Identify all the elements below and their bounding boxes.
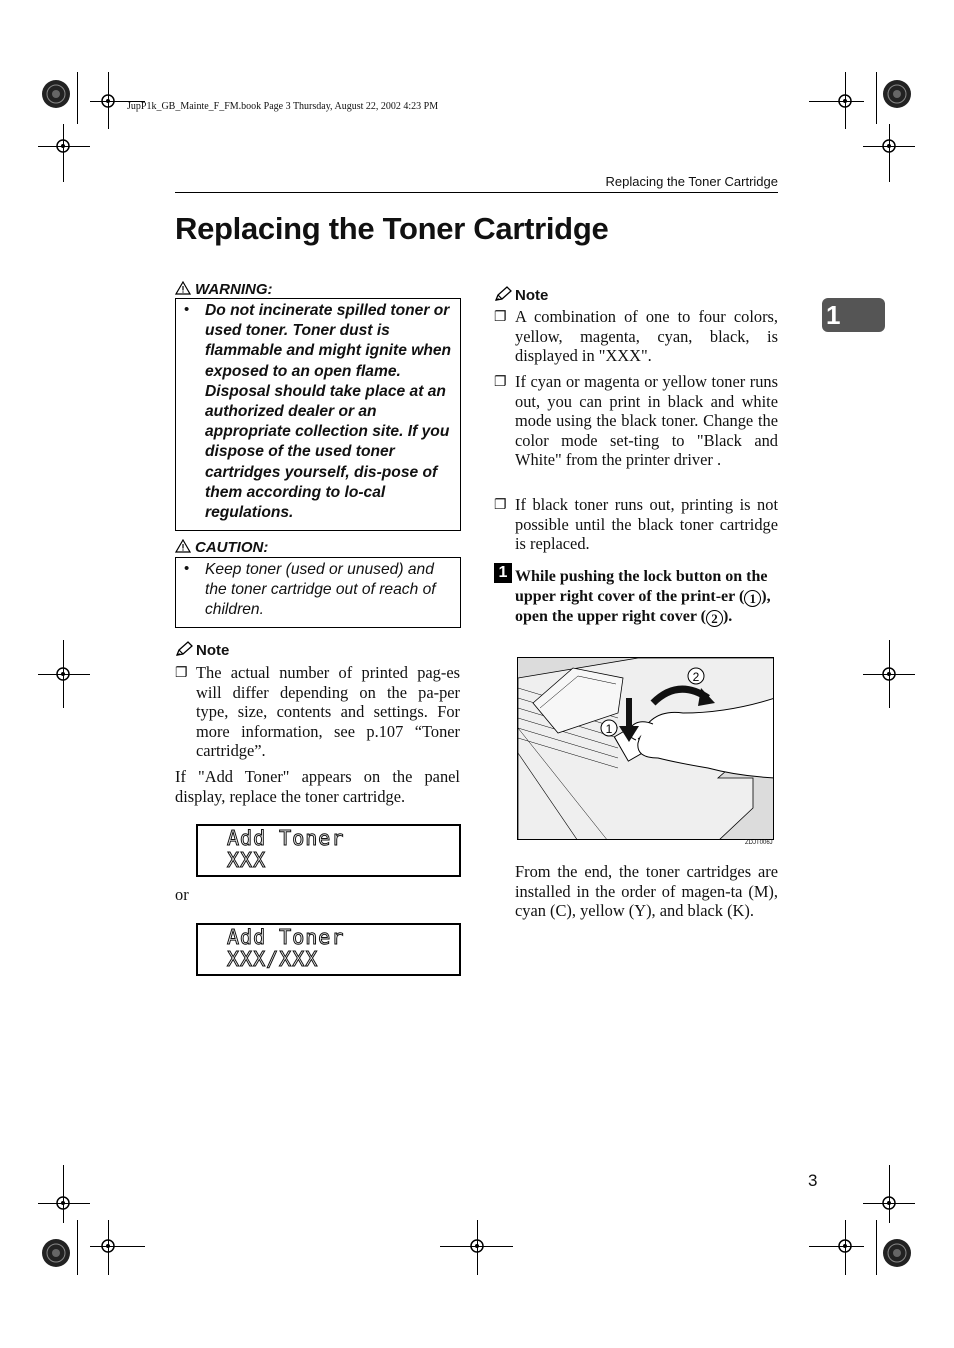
warning-box [175,298,461,531]
bullet-icon: • [184,560,190,577]
checkbox-bullet-icon: ❐ [494,310,507,325]
printer-figure [517,657,774,840]
left-note-label: Note [196,642,230,659]
printer-cover-illustration [518,658,774,840]
page-title: Replacing the Toner Cartridge [175,211,609,246]
registration-target-icon [40,75,80,115]
registration-crosshair-icon [835,91,855,111]
warning-triangle-icon [175,539,191,553]
or-text: or [175,885,189,904]
warning-label: WARNING: [195,281,273,298]
lcd-line-2: XXX/XXX [227,947,319,971]
registration-crosshair-icon [835,1236,855,1256]
registration-crosshair-icon [54,665,74,685]
lcd-line-1: Add Toner [227,925,345,949]
header-rule [175,192,778,193]
figure-callout-1: 1 [605,722,613,736]
running-head: Replacing the Toner Cartridge [605,174,778,189]
caution-text: Keep toner (used or unused) and the toner cartridge out of reach of children. [205,561,436,618]
pencil-note-icon [175,641,193,657]
pencil-note-icon [494,286,512,302]
after-figure-text: From the end, the toner cartridges are installed in the order of magen-ta (M), cyan (C), yellow (Y), and black (K). [515,862,778,921]
registration-crosshair-icon [54,137,74,157]
callout-circle-1: 1 [744,590,761,607]
caution-label: CAUTION: [195,539,269,556]
lcd-line-1: Add Toner [227,826,345,850]
lcd-display [196,824,461,877]
callout-circle-2: 2 [706,610,723,627]
registration-crosshair-icon [98,91,118,111]
left-note-item: The actual number of printed pag-es will differ depending on the pa-per type, size, contents and settings. For more information, see p.107 “Toner cartridge”. [196,663,460,761]
registration-crosshair-icon [54,1194,74,1214]
book-info: JupP1k_GB_Mainte_F_FM.book Page 3 Thursday, August 22, 2002 4:23 PM [127,101,439,112]
caution-box [175,557,461,628]
checkbox-bullet-icon: ❐ [175,666,188,681]
warning-text: Do not incinerate spilled toner or used toner. Toner dust is flammable and might ignite when exposed to an open flame. Disposal should take place at an authorized dealer or an appropriate collection site. If you dispose of the used toner cartridges yourself, dis-pose of them according to lo-cal regulations. [205,302,452,522]
caution-heading [175,539,268,556]
panel-intro: If "Add Toner" appears on the panel display, replace the toner cartridge. [175,767,460,806]
right-note-item: A combination of one to four colors, yellow, magenta, cyan, black, is displayed in "XXX". [515,307,778,366]
registration-crosshair-icon [879,665,899,685]
warning-triangle-icon [175,281,191,295]
right-note-item: If black toner runs out, printing is not possible until the black toner cartridge is replaced. [515,495,778,554]
lcd-display [196,923,461,976]
registration-crosshair-icon [879,1194,899,1214]
chapter-tab: 1 [822,298,885,332]
right-note-label: Note [515,287,549,304]
step-text: While pushing the lock button on the upper right cover of the print-er ( 1 ), open the upper right cover ( 2 ). [515,568,771,626]
lcd-line-2: XXX [227,848,267,872]
checkbox-bullet-icon: ❐ [494,375,507,390]
registration-target-icon [40,1235,80,1275]
step-number: 1 [494,563,512,583]
bullet-icon: • [184,301,190,318]
right-note-item: If cyan or magenta or yellow toner runs out, you can print in black and white mode using the black toner. Change the color mode set-ting to "Black and White" from the printer driver . [515,372,778,470]
left-note-heading [175,641,229,659]
registration-crosshair-icon [98,1236,118,1256]
registration-target-icon [880,75,920,115]
figure-code: ZDJT006J [745,840,773,846]
registration-target-icon [880,1235,920,1275]
checkbox-bullet-icon: ❐ [494,498,507,513]
warning-heading [175,281,273,298]
figure-callout-2: 2 [692,670,700,684]
registration-crosshair-icon [467,1236,487,1256]
right-note-heading [494,286,548,304]
registration-crosshair-icon [879,137,899,157]
page-number: 3 [808,1171,818,1190]
